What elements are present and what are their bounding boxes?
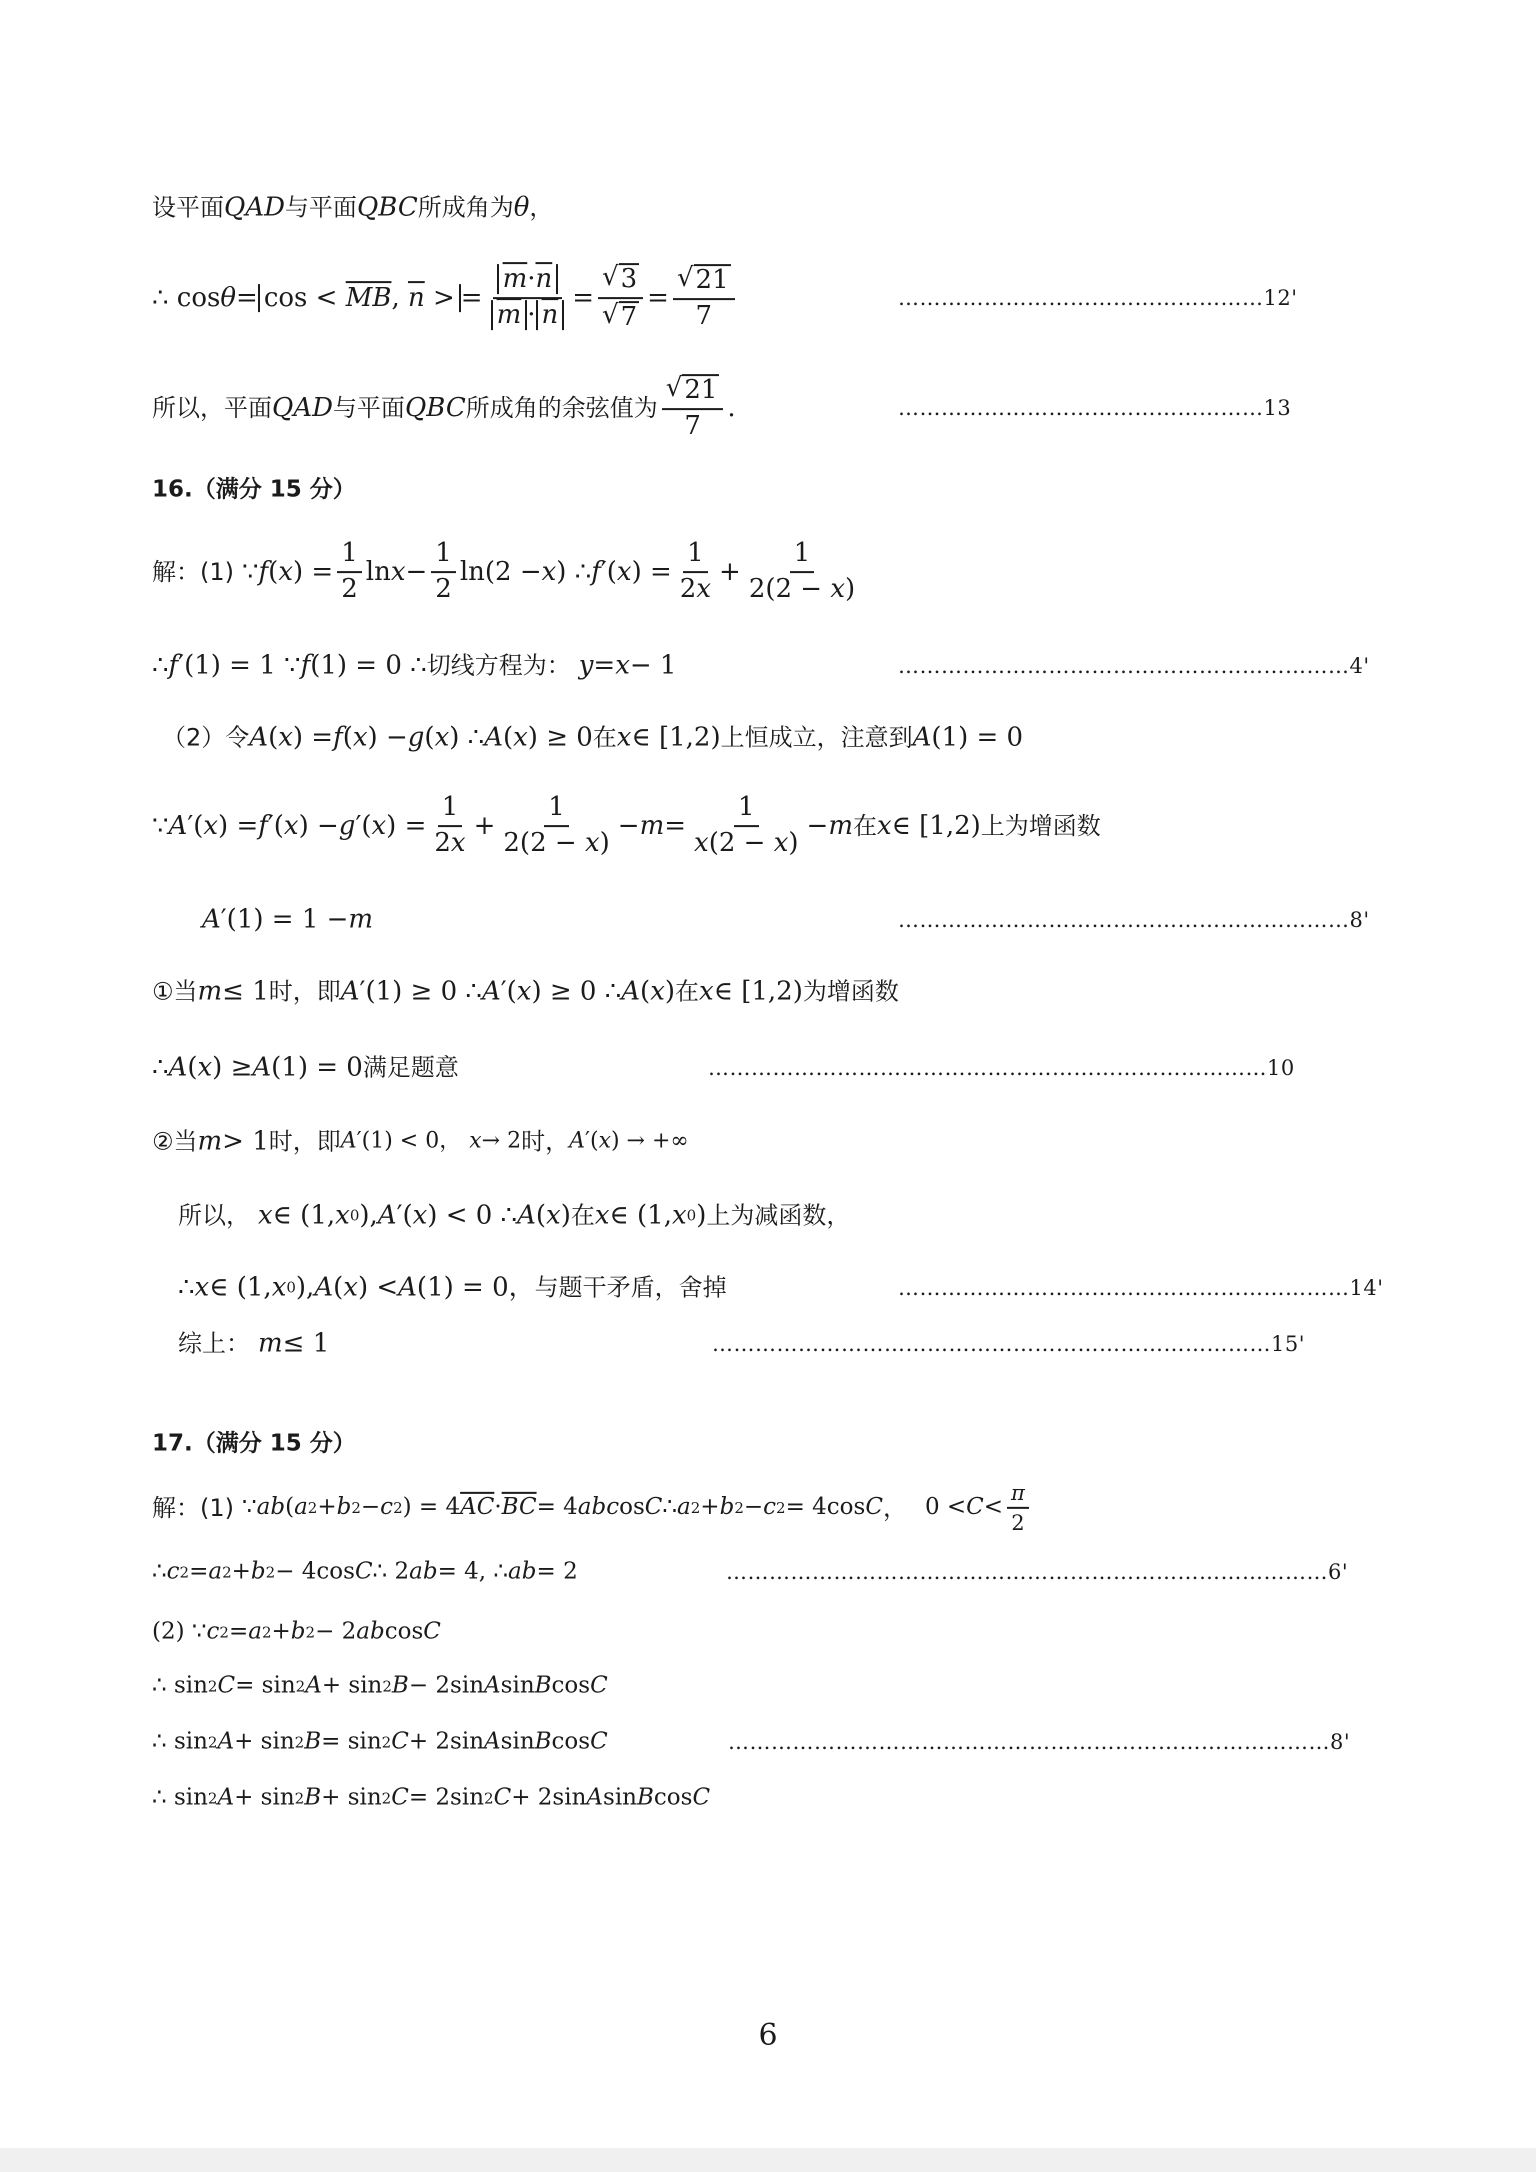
score-marker: ………………………………………………………4' xyxy=(898,654,1370,678)
score-marker: ……………………………………………13 xyxy=(898,396,1292,420)
score-marker: …………………………………………………………………………8' xyxy=(728,1730,1351,1754)
score-marker: ……………………………………………………………………10 xyxy=(708,1056,1295,1080)
score-marker: ………………………………………………………14' xyxy=(898,1276,1384,1300)
score-marker: ………………………………………………………8' xyxy=(898,908,1370,932)
page-number: 6 xyxy=(758,2018,778,2053)
score-marker: ……………………………………………12' xyxy=(898,286,1298,310)
scan-edge xyxy=(0,2148,1536,2172)
score-marker: …………………………………………………………………………6' xyxy=(726,1560,1349,1584)
score-marker: ……………………………………………………………………15' xyxy=(712,1332,1305,1356)
